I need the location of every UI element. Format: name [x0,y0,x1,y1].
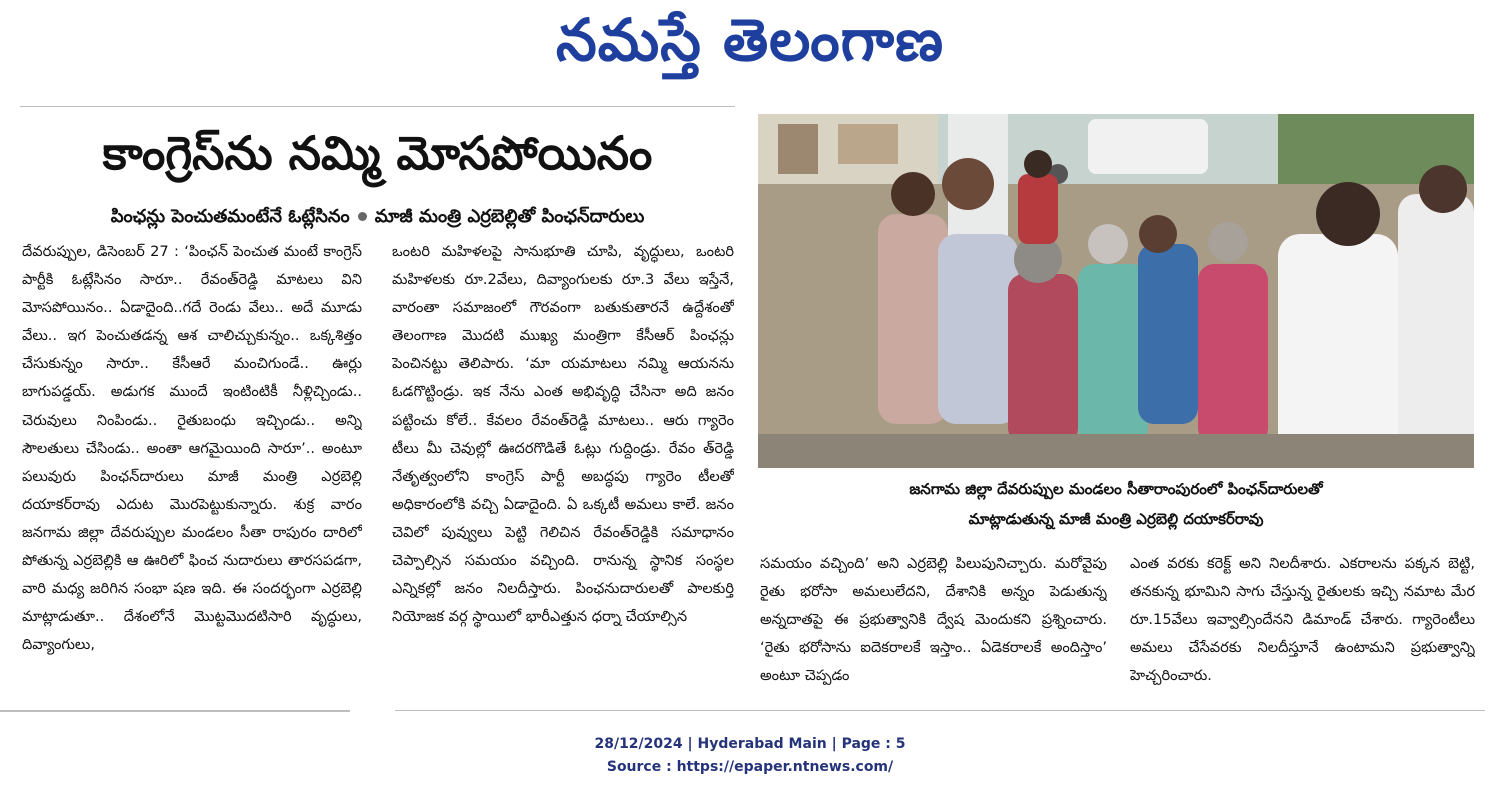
footer-source: Source : https://epaper.ntnews.com/ [606,759,894,775]
subhead-right: మాజీ మంత్రి ఎర్రబెల్లితో పింఛన్‌దారులు [374,206,645,227]
column-4-text: ఎంత వరకు కరెక్ట్‌ అని నిలదీశారు. ఎకరాలను పక్కన బెట్టి, తనకున్న భూమిని సాగు చేస్తున్న రైతులకు ఇచ్చి నమాట మేర రూ.15వేలు ఇవ్వాల్సిందేనని డిమాండ్‌ చేశారు. గ్యారెంటీలు అమలు చేసేవరకు నిలదీస్తూనే ఉంటామని ప్రభుత్వాన్ని హెచ్చరించారు. [1130,555,1475,685]
page-footer [0,733,1500,779]
article-column-1 [22,238,362,690]
article-column-4 [1130,550,1475,695]
article-headline: కాంగ్రెస్‌ను నమ్మి మోసపోయినం [102,126,653,180]
column-3-text: సమయం వచ్చింది’ అని ఎర్రబెల్లి పిలుపునిచ్చారు. మరోవైపు రైతు భరోసా అమలులేదని, దేశానికి అన్నం పెడుతున్న అన్నదాతపై ఈ ప్రభుత్వానికి ద్వేష మెందుకని ప్రశ్నించారు. ‘రైతు భరోసాను ఐదెకరాలకే ఇస్తాం.. ఏడెకరాలకే అందిస్తాం’ అంటూ చెప్పడం [760,555,1107,685]
bottom-right-divider [395,710,1485,711]
article-photo [758,114,1474,468]
article-subhead [20,202,735,232]
article-column-3 [760,550,1107,695]
column-2-text: ఒంటరి మహిళలపై సానుభూతి చూపి, వృద్ధులు, ఒంటరి మహిళలకు రూ.2వేలు, దివ్యాంగులకు రూ.3 వేలు ఇస్తేనే, వారంతా సమాజంలో గౌరవంగా బతుకుతారనే ఉద్దేశంతో తెలంగాణ మొదటి ముఖ్య మంత్రిగా కేసీఆర్‌ పింఛన్లు పెంచినట్టు తెలిపారు. ‘మా యమాటలు నమ్మి ఆయనను ఓడగొట్టిండ్రు. ఇక నేను ఎంత అభివృద్ధి చేసినా అది జనం పట్టించు కోలే.. కేవలం రేవంత్‌రెడ్డి మాటలు.. ఆరు గ్యారెం టీలు మీ చెవుల్లో ఊదరగొడితే ఓట్లు గుద్దిండ్రు. రేవం త్‌రెడ్డి నేతృత్వంలోని కాంగ్రెస్‌ పార్టీ అబద్ధపు గ్యారెం టీలతో అధికారంలోకి వచ్చి ఏడాదైంది. ఏ ఒక్కటీ అమలు కాలే. జనం చెవిలో పువ్వులు పెట్టి గెలిచిన రేవంత్‌రెడ్డికి సమాధానం చెప్పాల్సిన సమయం వచ్చింది. రానున్న స్థానిక సంస్థల ఎన్నికల్లో జనం నిలదీస్తారు. పింఛనుదారులతో పాలకుర్తి నియోజక వర్గ స్థాయిలో భారీఎత్తున ధర్నా చేయాల్సిన [392,243,734,626]
subhead-left: పింఛన్లు పెంచుతమంటేనే ఓట్లేసినం [110,206,350,227]
caption-line-2: మాట్లాడుతున్న మాజీ మంత్రి ఎర్రబెల్లి దయాకర్‌రావు [968,510,1264,528]
article-column-2 [392,238,734,690]
bullet-icon [358,212,367,221]
photo-caption [758,474,1474,534]
masthead-logo: నమస్తే తెలంగాణ [556,6,944,74]
footer-date-edition: 28/12/2024 | Hyderabad Main | Page : 5 [594,736,906,752]
top-divider [20,106,735,107]
bottom-left-divider [0,710,350,712]
caption-line-1: జనగామ జిల్లా దేవరుప్పుల మండలం సీతారాంపురంలో పింఛన్‌దారులతో [909,480,1323,498]
column-1-text: దేవరుప్పుల, డిసెంబర్‌ 27 : ‘పింఛన్‌ పెంచుత మంటే కాంగ్రెస్‌ పార్టీకి ఓట్లేసినం సారూ.. రేవంత్‌రెడ్డి మాటలు విని మోసపోయినం.. ఏడాదైంది..గదే రెండు వేలు.. అదే మూడు వేలు.. ఇగ పెంచుతడన్న ఆశ చాలిచ్చుకున్నం.. ఒక్కశిత్తం చేసుకున్నం సారూ.. కేసీఆరే మంచిగుండే.. ఊర్లు బాగుపడ్డయ్‌. అడుగక ముందే ఇంటింటికీ నీళ్లిచ్చిండు.. చెరువులు నింపిండు.. రైతుబంధు ఇచ్చిండు.. అన్ని సౌలతులు చేసిండు.. అంతా ఆగమైయింది సారూ’.. అంటూ పలువురు పింఛన్‌దారులు మాజీ మంత్రి ఎర్రబెల్లి దయాకర్‌రావు ఎదుట మొరపెట్టుకున్నారు. శుక్ర వారం జనగామ జిల్లా దేవరుప్పుల మండలం సీతా రాపురం దారిలో పోతున్న ఎర్రబెల్లికి ఆ ఊరిలో ఫించ నుదారులు తారసపడగా, వారి మధ్య జరిగిన సంభా షణ ఇది. ఈ సందర్భంగా ఎర్రబెల్లి మాట్లాడుతూ.. దేశంలోనే మొట్టమొదటిసారి వృద్ధులు, దివ్యాంగులు, [22,243,362,654]
